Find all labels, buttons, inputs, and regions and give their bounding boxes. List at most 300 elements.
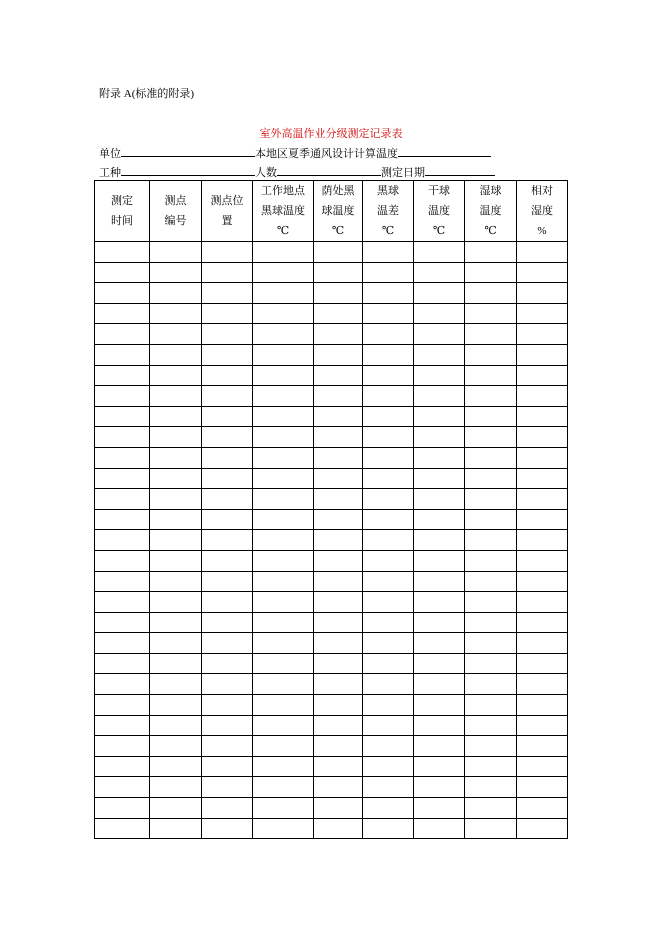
table-cell[interactable] <box>363 324 414 345</box>
table-cell[interactable] <box>202 303 253 324</box>
table-cell[interactable] <box>363 468 414 489</box>
table-cell[interactable] <box>95 242 150 263</box>
table-cell[interactable] <box>95 386 150 407</box>
table-cell[interactable] <box>363 756 414 777</box>
table-cell[interactable] <box>465 365 517 386</box>
table-cell[interactable] <box>202 571 253 592</box>
table-cell[interactable] <box>314 489 363 510</box>
table-cell[interactable] <box>465 592 517 613</box>
table-cell[interactable] <box>465 324 517 345</box>
table-cell[interactable] <box>314 386 363 407</box>
table-cell[interactable] <box>363 283 414 304</box>
table-cell[interactable] <box>465 489 517 510</box>
table-cell[interactable] <box>253 571 314 592</box>
table-cell[interactable] <box>414 633 465 654</box>
table-cell[interactable] <box>465 530 517 551</box>
table-cell[interactable] <box>253 550 314 571</box>
table-cell[interactable] <box>414 592 465 613</box>
table-cell[interactable] <box>202 674 253 695</box>
table-cell[interactable] <box>363 736 414 757</box>
table-cell[interactable] <box>150 777 202 798</box>
table-cell[interactable] <box>95 592 150 613</box>
table-cell[interactable] <box>517 406 568 427</box>
table-cell[interactable] <box>202 818 253 839</box>
table-cell[interactable] <box>202 406 253 427</box>
table-cell[interactable] <box>517 324 568 345</box>
table-cell[interactable] <box>465 262 517 283</box>
table-cell[interactable] <box>465 818 517 839</box>
table-cell[interactable] <box>150 550 202 571</box>
table-cell[interactable] <box>414 344 465 365</box>
table-cell[interactable] <box>363 695 414 716</box>
table-cell[interactable] <box>414 571 465 592</box>
date-label: 测定日期 <box>381 166 425 179</box>
table-cell[interactable] <box>517 653 568 674</box>
table-cell[interactable] <box>150 798 202 819</box>
table-cell[interactable] <box>414 530 465 551</box>
table-cell[interactable] <box>253 530 314 551</box>
unit-blank[interactable] <box>121 145 255 157</box>
table-cell[interactable] <box>95 653 150 674</box>
table-cell[interactable] <box>253 695 314 716</box>
table-cell[interactable] <box>314 695 363 716</box>
table-cell[interactable] <box>314 468 363 489</box>
table-cell[interactable] <box>95 489 150 510</box>
table-cell[interactable] <box>363 406 414 427</box>
table-cell[interactable] <box>314 324 363 345</box>
table-row <box>95 262 568 283</box>
table-row <box>95 283 568 304</box>
table-cell[interactable] <box>465 303 517 324</box>
column-header-line: 工作地点 <box>261 184 305 197</box>
table-cell[interactable] <box>150 344 202 365</box>
table-cell[interactable] <box>150 695 202 716</box>
column-header-line: ℃ <box>381 225 395 237</box>
table-cell[interactable] <box>363 344 414 365</box>
table-cell[interactable] <box>414 818 465 839</box>
table-row <box>95 427 568 448</box>
record-table <box>94 180 568 839</box>
table-cell[interactable] <box>95 262 150 283</box>
table-cell[interactable] <box>202 242 253 263</box>
table-cell[interactable] <box>414 262 465 283</box>
table-cell[interactable] <box>414 242 465 263</box>
table-cell[interactable] <box>253 509 314 530</box>
table-cell[interactable] <box>465 427 517 448</box>
table-cell[interactable] <box>363 612 414 633</box>
table-cell[interactable] <box>363 262 414 283</box>
table-cell[interactable] <box>314 427 363 448</box>
table-cell[interactable] <box>517 262 568 283</box>
table-cell[interactable] <box>95 406 150 427</box>
table-cell[interactable] <box>414 550 465 571</box>
table-cell[interactable] <box>95 736 150 757</box>
table-cell[interactable] <box>95 695 150 716</box>
table-cell[interactable] <box>202 653 253 674</box>
table-cell[interactable] <box>253 653 314 674</box>
table-cell[interactable] <box>465 653 517 674</box>
table-cell[interactable] <box>314 798 363 819</box>
header-row <box>95 181 568 242</box>
table-cell[interactable] <box>517 427 568 448</box>
table-cell[interactable] <box>517 756 568 777</box>
table-cell[interactable] <box>314 777 363 798</box>
table-cell[interactable] <box>517 612 568 633</box>
table-cell[interactable] <box>517 550 568 571</box>
table-cell[interactable] <box>314 406 363 427</box>
table-cell[interactable] <box>465 715 517 736</box>
table-cell[interactable] <box>517 571 568 592</box>
table-row <box>95 818 568 839</box>
table-cell[interactable] <box>202 550 253 571</box>
table-cell[interactable] <box>150 592 202 613</box>
table-cell[interactable] <box>202 612 253 633</box>
table-cell[interactable] <box>363 550 414 571</box>
table-cell[interactable] <box>253 262 314 283</box>
column-header-line: 时间 <box>111 214 133 227</box>
date-blank[interactable] <box>425 164 495 176</box>
table-cell[interactable] <box>95 550 150 571</box>
table-cell[interactable] <box>202 447 253 468</box>
table-cell[interactable] <box>253 406 314 427</box>
table-cell[interactable] <box>517 818 568 839</box>
table-cell[interactable] <box>517 592 568 613</box>
table-cell[interactable] <box>363 653 414 674</box>
table-cell[interactable] <box>150 386 202 407</box>
column-header <box>314 181 363 242</box>
table-cell[interactable] <box>253 303 314 324</box>
table-cell[interactable] <box>465 550 517 571</box>
column-header-line: 相对 <box>531 184 553 197</box>
table-cell[interactable] <box>517 674 568 695</box>
table-cell[interactable] <box>150 283 202 304</box>
table-row <box>95 756 568 777</box>
table-cell[interactable] <box>202 777 253 798</box>
job-type-blank[interactable] <box>121 164 255 176</box>
table-cell[interactable] <box>414 756 465 777</box>
table-cell[interactable] <box>363 571 414 592</box>
table-cell[interactable] <box>253 818 314 839</box>
table-cell[interactable] <box>414 798 465 819</box>
table-cell[interactable] <box>517 715 568 736</box>
table-cell[interactable] <box>202 468 253 489</box>
table-cell[interactable] <box>517 468 568 489</box>
table-cell[interactable] <box>314 818 363 839</box>
table-cell[interactable] <box>202 633 253 654</box>
table-cell[interactable] <box>150 262 202 283</box>
table-cell[interactable] <box>202 365 253 386</box>
table-cell[interactable] <box>517 489 568 510</box>
unit-label: 单位 <box>99 147 121 160</box>
table-cell[interactable] <box>95 633 150 654</box>
table-cell[interactable] <box>414 324 465 345</box>
table-row <box>95 695 568 716</box>
table-cell[interactable] <box>314 283 363 304</box>
table-cell[interactable] <box>465 406 517 427</box>
table-cell[interactable] <box>202 736 253 757</box>
table-cell[interactable] <box>150 818 202 839</box>
table-cell[interactable] <box>253 344 314 365</box>
table-cell[interactable] <box>465 386 517 407</box>
table-cell[interactable] <box>465 695 517 716</box>
table-row <box>95 365 568 386</box>
table-cell[interactable] <box>95 818 150 839</box>
table-cell[interactable] <box>314 674 363 695</box>
table-cell[interactable] <box>465 674 517 695</box>
table-cell[interactable] <box>414 674 465 695</box>
table-cell[interactable] <box>465 633 517 654</box>
table-cell[interactable] <box>314 242 363 263</box>
table-cell[interactable] <box>95 674 150 695</box>
table-cell[interactable] <box>314 509 363 530</box>
table-cell[interactable] <box>517 695 568 716</box>
table-cell[interactable] <box>150 756 202 777</box>
table-cell[interactable] <box>517 344 568 365</box>
table-cell[interactable] <box>465 509 517 530</box>
table-cell[interactable] <box>414 612 465 633</box>
table-cell[interactable] <box>202 715 253 736</box>
table-cell[interactable] <box>314 715 363 736</box>
table-cell[interactable] <box>150 509 202 530</box>
form-title: 室外高温作业分级测定记录表 <box>259 127 403 140</box>
table-cell[interactable] <box>517 509 568 530</box>
table-cell[interactable] <box>414 468 465 489</box>
column-header-line: 测点 <box>164 194 187 207</box>
table-cell[interactable] <box>465 344 517 365</box>
table-cell[interactable] <box>95 324 150 345</box>
column-header-line: 荫处黑 <box>321 184 355 197</box>
table-cell[interactable] <box>414 406 465 427</box>
table-cell[interactable] <box>150 324 202 345</box>
table-cell[interactable] <box>253 612 314 633</box>
table-cell[interactable] <box>517 242 568 263</box>
table-cell[interactable] <box>414 695 465 716</box>
table-cell[interactable] <box>95 571 150 592</box>
table-cell[interactable] <box>314 592 363 613</box>
table-row <box>95 612 568 633</box>
table-cell[interactable] <box>314 612 363 633</box>
table-cell[interactable] <box>363 530 414 551</box>
table-cell[interactable] <box>465 798 517 819</box>
table-cell[interactable] <box>517 777 568 798</box>
table-cell[interactable] <box>253 798 314 819</box>
table-cell[interactable] <box>202 592 253 613</box>
table-cell[interactable] <box>253 242 314 263</box>
table-cell[interactable] <box>150 530 202 551</box>
table-cell[interactable] <box>253 633 314 654</box>
table-cell[interactable] <box>150 489 202 510</box>
table-cell[interactable] <box>363 592 414 613</box>
table-cell[interactable] <box>314 365 363 386</box>
table-cell[interactable] <box>202 798 253 819</box>
table-cell[interactable] <box>363 798 414 819</box>
table-cell[interactable] <box>150 674 202 695</box>
table-cell[interactable] <box>517 530 568 551</box>
column-header-line: 球温度 <box>321 204 355 217</box>
table-cell[interactable] <box>202 262 253 283</box>
table-cell[interactable] <box>363 427 414 448</box>
table-cell[interactable] <box>314 633 363 654</box>
table-cell[interactable] <box>150 715 202 736</box>
table-row <box>95 571 568 592</box>
table-cell[interactable] <box>517 386 568 407</box>
table-cell[interactable] <box>150 612 202 633</box>
table-cell[interactable] <box>414 653 465 674</box>
table-row <box>95 386 568 407</box>
table-cell[interactable] <box>253 427 314 448</box>
table-cell[interactable] <box>363 818 414 839</box>
table-cell[interactable] <box>517 447 568 468</box>
table-cell[interactable] <box>465 777 517 798</box>
table-cell[interactable] <box>314 447 363 468</box>
table-cell[interactable] <box>95 756 150 777</box>
table-cell[interactable] <box>150 242 202 263</box>
table-cell[interactable] <box>414 365 465 386</box>
table-cell[interactable] <box>202 756 253 777</box>
table-cell[interactable] <box>314 344 363 365</box>
table-cell[interactable] <box>253 386 314 407</box>
table-cell[interactable] <box>363 509 414 530</box>
table-cell[interactable] <box>363 242 414 263</box>
table-cell[interactable] <box>414 736 465 757</box>
table-row <box>95 447 568 468</box>
table-cell[interactable] <box>253 468 314 489</box>
table-cell[interactable] <box>465 756 517 777</box>
table-cell[interactable] <box>414 386 465 407</box>
table-cell[interactable] <box>253 283 314 304</box>
table-cell[interactable] <box>95 427 150 448</box>
table-cell[interactable] <box>414 489 465 510</box>
table-cell[interactable] <box>150 447 202 468</box>
table-cell[interactable] <box>414 509 465 530</box>
table-cell[interactable] <box>465 283 517 304</box>
table-row <box>95 324 568 345</box>
table-cell[interactable] <box>95 612 150 633</box>
table-cell[interactable] <box>363 674 414 695</box>
table-cell[interactable] <box>314 530 363 551</box>
table-cell[interactable] <box>253 324 314 345</box>
headcount-blank[interactable] <box>277 164 381 176</box>
table-cell[interactable] <box>150 653 202 674</box>
table-cell[interactable] <box>414 715 465 736</box>
table-cell[interactable] <box>150 736 202 757</box>
table-cell[interactable] <box>363 633 414 654</box>
table-cell[interactable] <box>465 736 517 757</box>
table-cell[interactable] <box>465 571 517 592</box>
table-cell[interactable] <box>465 468 517 489</box>
table-cell[interactable] <box>363 715 414 736</box>
table-cell[interactable] <box>202 427 253 448</box>
table-cell[interactable] <box>202 344 253 365</box>
table-cell[interactable] <box>517 283 568 304</box>
table-cell[interactable] <box>314 736 363 757</box>
table-row <box>95 468 568 489</box>
table-cell[interactable] <box>202 695 253 716</box>
table-cell[interactable] <box>363 777 414 798</box>
table-cell[interactable] <box>253 365 314 386</box>
table-cell[interactable] <box>314 571 363 592</box>
table-cell[interactable] <box>95 715 150 736</box>
table-cell[interactable] <box>95 777 150 798</box>
table-cell[interactable] <box>517 736 568 757</box>
table-cell[interactable] <box>95 344 150 365</box>
table-cell[interactable] <box>253 756 314 777</box>
table-cell[interactable] <box>202 324 253 345</box>
table-cell[interactable] <box>95 468 150 489</box>
table-cell[interactable] <box>150 365 202 386</box>
table-cell[interactable] <box>95 365 150 386</box>
table-cell[interactable] <box>414 303 465 324</box>
table-cell[interactable] <box>150 633 202 654</box>
form-line-2 <box>99 164 495 180</box>
table-cell[interactable] <box>95 303 150 324</box>
table-cell[interactable] <box>95 509 150 530</box>
table-cell[interactable] <box>363 489 414 510</box>
column-header <box>95 181 150 242</box>
table-cell[interactable] <box>253 736 314 757</box>
column-header-line: 温度 <box>479 204 502 217</box>
table-cell[interactable] <box>314 756 363 777</box>
table-cell[interactable] <box>517 303 568 324</box>
table-cell[interactable] <box>150 427 202 448</box>
table-cell[interactable] <box>202 530 253 551</box>
table-cell[interactable] <box>253 674 314 695</box>
headcount-label: 人数 <box>255 166 277 179</box>
table-cell[interactable] <box>253 489 314 510</box>
table-cell[interactable] <box>314 550 363 571</box>
job-type-label: 工种 <box>99 166 121 179</box>
table-cell[interactable] <box>465 612 517 633</box>
table-cell[interactable] <box>253 777 314 798</box>
table-cell[interactable] <box>150 406 202 427</box>
table-cell[interactable] <box>314 653 363 674</box>
table-cell[interactable] <box>253 592 314 613</box>
table-cell[interactable] <box>202 386 253 407</box>
table-cell[interactable] <box>414 283 465 304</box>
table-cell[interactable] <box>253 715 314 736</box>
table-cell[interactable] <box>150 303 202 324</box>
table-cell[interactable] <box>363 386 414 407</box>
table-cell[interactable] <box>202 509 253 530</box>
table-cell[interactable] <box>414 427 465 448</box>
table-cell[interactable] <box>517 633 568 654</box>
table-cell[interactable] <box>95 530 150 551</box>
table-cell[interactable] <box>95 447 150 468</box>
table-cell[interactable] <box>314 303 363 324</box>
table-cell[interactable] <box>150 468 202 489</box>
column-header <box>414 181 465 242</box>
appendix-label: 附录 A(标准的附录) <box>99 88 195 100</box>
table-cell[interactable] <box>95 798 150 819</box>
table-cell[interactable] <box>414 777 465 798</box>
table-cell[interactable] <box>95 283 150 304</box>
table-cell[interactable] <box>314 262 363 283</box>
table-cell[interactable] <box>150 571 202 592</box>
table-cell[interactable] <box>517 365 568 386</box>
table-cell[interactable] <box>414 447 465 468</box>
table-cell[interactable] <box>253 447 314 468</box>
table-cell[interactable] <box>465 242 517 263</box>
table-cell[interactable] <box>363 447 414 468</box>
table-cell[interactable] <box>465 447 517 468</box>
table-cell[interactable] <box>363 365 414 386</box>
table-cell[interactable] <box>202 489 253 510</box>
table-cell[interactable] <box>202 283 253 304</box>
table-cell[interactable] <box>517 798 568 819</box>
form-line-1 <box>99 145 491 161</box>
local-temp-blank[interactable] <box>398 145 491 157</box>
table-cell[interactable] <box>363 303 414 324</box>
